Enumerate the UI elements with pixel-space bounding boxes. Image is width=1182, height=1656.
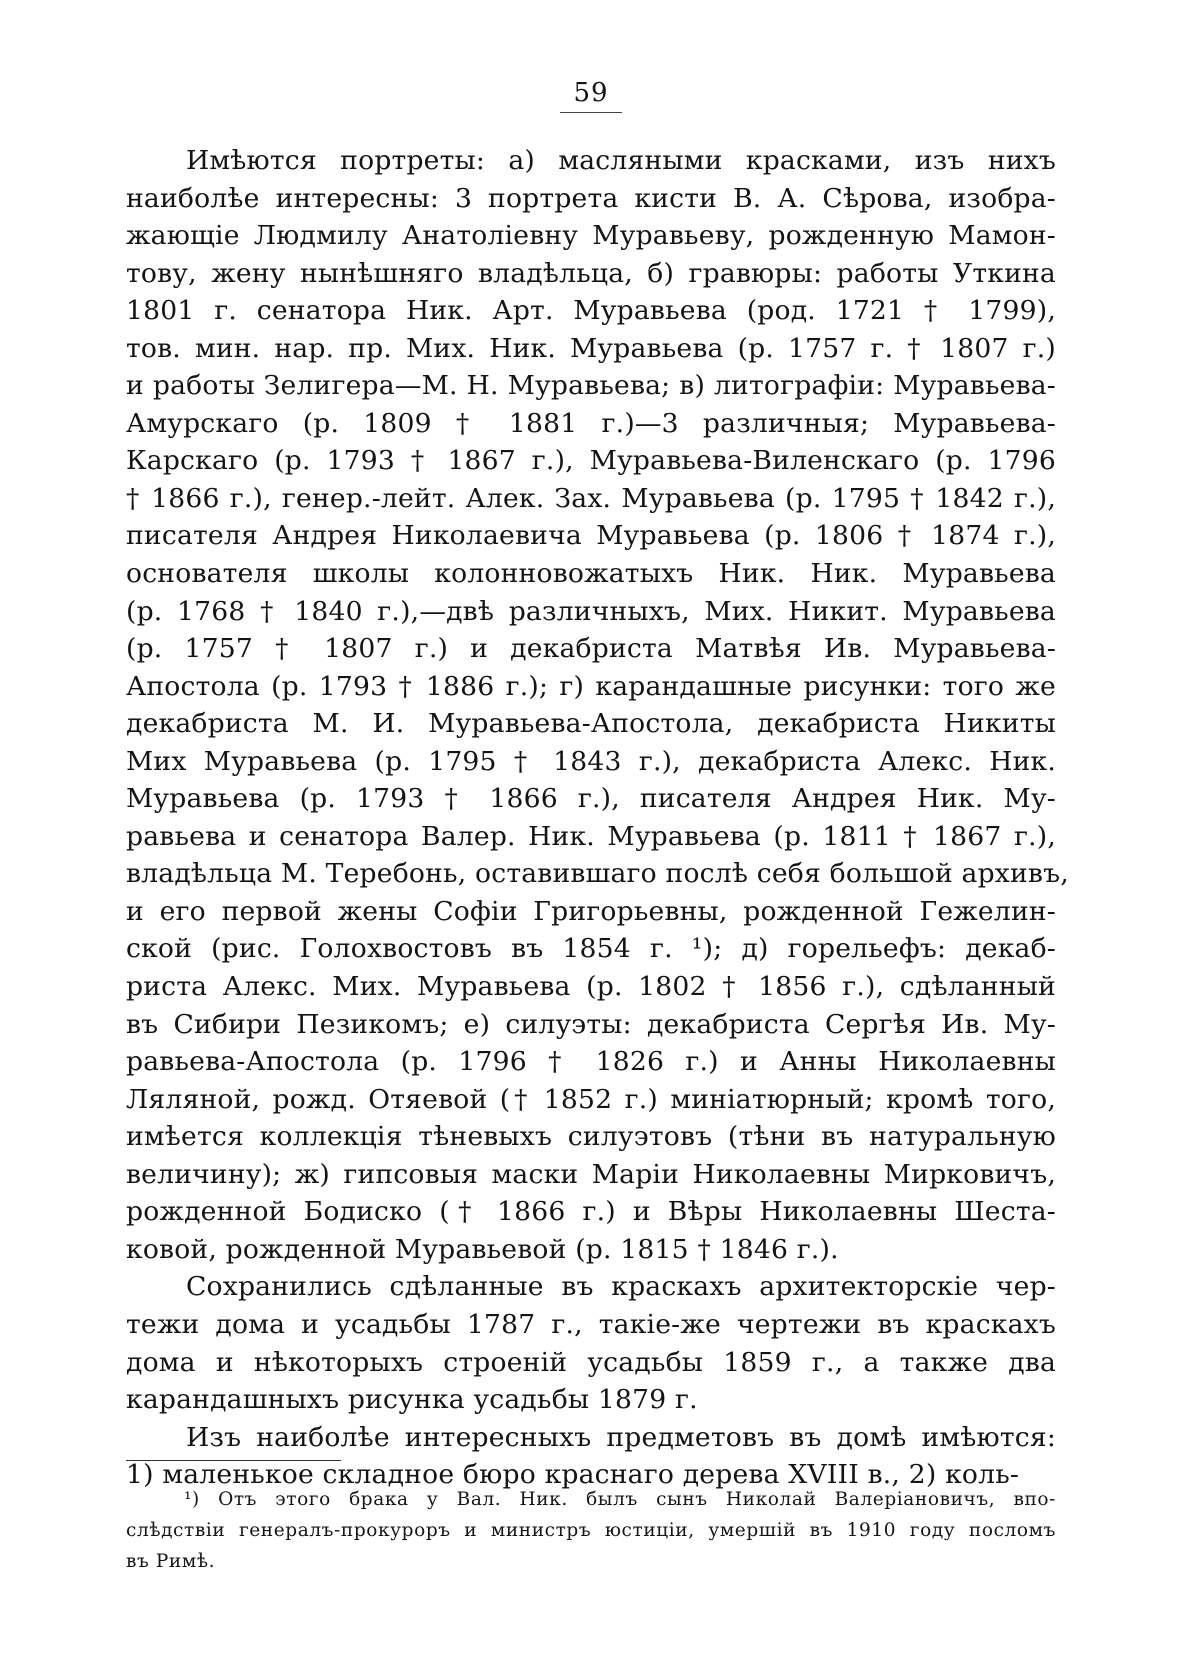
text-line: основателя школы колонновожатыхъ Ник. Ник. Муравьева [126, 558, 1056, 590]
text-line: ской (рис. Голохвостовъ въ 1854 г. ¹); д) горельефъ: декаб- [126, 933, 1056, 965]
text-line: величину); ж) гипсовыя маски Маріи Николаевны Мирковичъ, [126, 1158, 1056, 1190]
text-line: владѣльца М. Теребонь, оставившаго послѣ себя большой архивъ, [126, 858, 1069, 890]
footnote-line: ¹) Отъ этого брака у Вал. Ник. былъ сынъ Николай Валеріановичъ, впо- [184, 1489, 1056, 1510]
text-line: карандашныхъ рисунка усадьбы 1879 г. [126, 1384, 698, 1416]
text-line: тежи дома и усадьбы 1787 г., такіе-же чертежи въ краскахъ [126, 1308, 1056, 1340]
text-line: писателя Андрея Николаевича Муравьева (р. 1806 † 1874 г.), [126, 520, 1056, 552]
body-text [126, 142, 1069, 1494]
text-line: въ Сибири Пезикомъ; е) силуэты: декабриста Сергѣя Ив. Му- [126, 1008, 1056, 1040]
footnote-line: въ Римѣ. [126, 1551, 216, 1572]
text-line: Апостола (р. 1793 † 1886 г.); г) карандашные рисунки: того же [126, 670, 1056, 702]
paragraph [126, 142, 1069, 1268]
text-line: рожденной Бодиско († 1866 г.) и Вѣры Николаевны Шеста- [126, 1196, 1056, 1228]
paragraph [126, 1268, 1056, 1418]
text-line: Карскаго (р. 1793 † 1867 г.), Муравьева-Виленскаго (р. 1796 [126, 445, 1056, 477]
text-line: равьева-Апостола (р. 1796 † 1826 г.) и Анны Николаевны [126, 1046, 1056, 1078]
text-line: 1801 г. сенатора Ник. Арт. Муравьева (род. 1721 † 1799), [126, 295, 1056, 327]
text-line: тов. мин. нар. пр. Мих. Ник. Муравьева (р. 1757 г. † 1807 г.) [126, 332, 1056, 364]
text-line: риста Алекс. Мих. Муравьева (р. 1802 † 1856 г.), сдѣланный [126, 971, 1056, 1003]
text-line: Сохранились сдѣланные въ краскахъ архитекторскіе чер- [186, 1271, 1056, 1303]
page-number-rule [560, 112, 622, 113]
text-line: наиболѣе интересны: 3 портрета кисти В. А. Сѣрова, изобра- [126, 182, 1056, 214]
text-line: имѣется коллекція тѣневыхъ силуэтовъ (тѣни въ натуральную [126, 1121, 1056, 1153]
text-line: Амурскаго (р. 1809 † 1881 г.)—3 различныя; Муравьева- [126, 407, 1056, 439]
text-line: Имѣются портреты: а) масляными красками, изъ нихъ [186, 145, 1056, 176]
footnote [126, 1484, 1056, 1577]
page-number: 59 [573, 78, 609, 108]
text-line: Мих Муравьева (р. 1795 † 1843 г.), декабриста Алекс. Ник. [126, 745, 1056, 777]
footnote-separator [126, 1460, 341, 1461]
text-line: Ляляной, рожд. Отяевой († 1852 г.) миніатюрный; кромѣ того, [126, 1083, 1056, 1115]
paragraph [126, 1419, 1056, 1494]
text-line: равьева и сенатора Валер. Ник. Муравьева (р. 1811 † 1867 г.), [126, 820, 1056, 852]
text-line: тову, жену нынѣшняго владѣльца, б) гравюры: работы Уткина [126, 257, 1056, 289]
text-line: (р. 1768 † 1840 г.),—двѣ различныхъ, Мих. Никит. Муравьева [126, 595, 1056, 627]
text-line: (р. 1757 † 1807 г.) и декабриста Матвѣя Ив. Муравьева- [126, 633, 1056, 665]
text-line: † 1866 г.), генер.-лейт. Алек. Зах. Муравьева (р. 1795 † 1842 г.), [126, 482, 1056, 514]
text-line: ковой, рожденной Муравьевой (р. 1815 † 1846 г.). [126, 1233, 839, 1265]
text-line: дома и нѣкоторыхъ строеній усадьбы 1859 г., а также два [126, 1346, 1056, 1378]
text-line: жающіе Людмилу Анатоліевну Муравьеву, рожденную Мамон- [126, 220, 1056, 252]
text-line: декабриста М. И. Муравьева-Апостола, декабриста Никиты [126, 708, 1056, 740]
text-line: Муравьева (р. 1793 † 1866 г.), писателя Андрея Ник. Му- [126, 783, 1056, 815]
text-line: Изъ наиболѣе интересныхъ предметовъ въ домѣ имѣются: [186, 1421, 1056, 1453]
footnote-line: слѣдствіи генералъ-прокуроръ и министръ юстиціи, умершій въ 1910 году посломъ [126, 1520, 1056, 1541]
text-line: и работы Зелигера—М. Н. Муравьева; в) литографіи: Муравьева- [126, 370, 1056, 402]
text-line: и его первой жены Софіи Григорьевны, рожденной Гежелин- [126, 895, 1056, 927]
text-line: 1) маленькое складное бюро краснаго дерева XVIII в., 2) коль- [126, 1459, 1020, 1491]
